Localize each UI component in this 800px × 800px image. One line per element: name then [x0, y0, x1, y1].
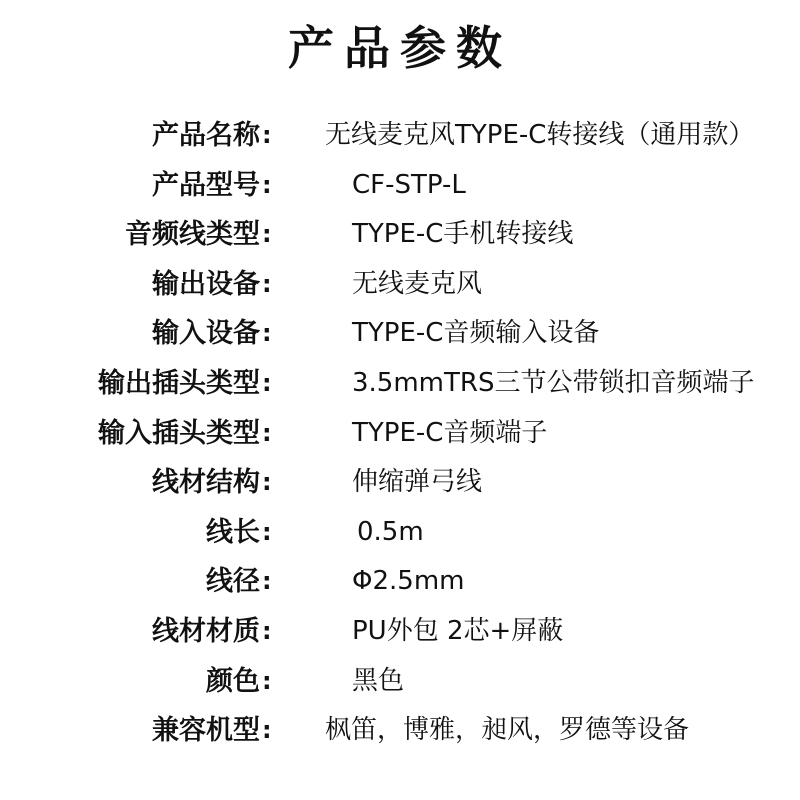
spec-label: 线材材质 — [152, 615, 260, 647]
spec-label: 颜色 — [206, 665, 260, 697]
spec-row-model — [0, 161, 800, 211]
spec-colon: : — [262, 666, 272, 695]
spec-label: 输入插头类型 — [98, 417, 260, 449]
spec-label: 输出设备 — [152, 268, 260, 300]
spec-label: 产品型号 — [152, 169, 260, 201]
spec-colon: : — [262, 418, 272, 447]
spec-row-input-plug — [0, 409, 800, 459]
spec-colon: : — [262, 220, 272, 249]
spec-colon: : — [262, 121, 272, 149]
spec-colon: : — [262, 170, 272, 199]
spec-value: 伸缩弹弓线 — [352, 467, 483, 498]
spec-colon: : — [262, 716, 272, 745]
spec-row-material — [0, 607, 800, 657]
spec-colon: : — [262, 616, 272, 645]
spec-row-compatible-models — [0, 706, 800, 756]
spec-value: 0.5m — [357, 516, 424, 547]
spec-colon: : — [262, 319, 272, 348]
spec-colon: : — [262, 567, 272, 596]
spec-table — [0, 111, 800, 756]
spec-value: 黑色 — [352, 665, 405, 696]
spec-value: CF-STP-L — [352, 169, 466, 200]
spec-row-cable-length — [0, 508, 800, 558]
spec-row-color — [0, 657, 800, 707]
spec-row-output-plug — [0, 359, 800, 409]
spec-value: 无线麦克风TYPE-C转接线（通用款） — [325, 120, 755, 150]
spec-colon: : — [262, 269, 272, 298]
spec-colon: : — [262, 368, 272, 397]
spec-label: 产品名称 — [152, 120, 260, 151]
spec-value: 枫笛，博雅，昶风，罗德等设备 — [325, 715, 690, 746]
spec-value: 无线麦克风 — [352, 268, 483, 299]
spec-value: Φ2.5mm — [352, 566, 465, 597]
spec-label: 兼容机型 — [152, 715, 260, 747]
spec-value: TYPE-C音频端子 — [352, 417, 548, 448]
spec-value: TYPE-C音频输入设备 — [352, 318, 600, 349]
spec-row-output-device — [0, 260, 800, 310]
spec-value: 3.5mmTRS三节公带锁扣音频端子 — [352, 367, 755, 398]
spec-label: 音频线类型 — [125, 219, 260, 251]
spec-label: 输出插头类型 — [98, 367, 260, 399]
spec-row-product-name — [0, 111, 800, 161]
spec-label: 线材结构 — [152, 467, 260, 499]
spec-colon: : — [262, 468, 272, 497]
spec-colon: : — [262, 517, 272, 546]
spec-value: TYPE-C手机转接线 — [352, 219, 574, 250]
spec-row-cable-diameter — [0, 557, 800, 607]
spec-row-input-device — [0, 309, 800, 359]
spec-row-cable-structure — [0, 458, 800, 508]
spec-row-cable-type — [0, 210, 800, 260]
page-title: 产品参数 — [288, 21, 512, 75]
spec-label: 输入设备 — [152, 318, 260, 350]
spec-value: PU外包 2芯+屏蔽 — [352, 615, 564, 646]
spec-label: 线长 — [206, 516, 260, 548]
spec-label: 线径 — [206, 566, 260, 598]
